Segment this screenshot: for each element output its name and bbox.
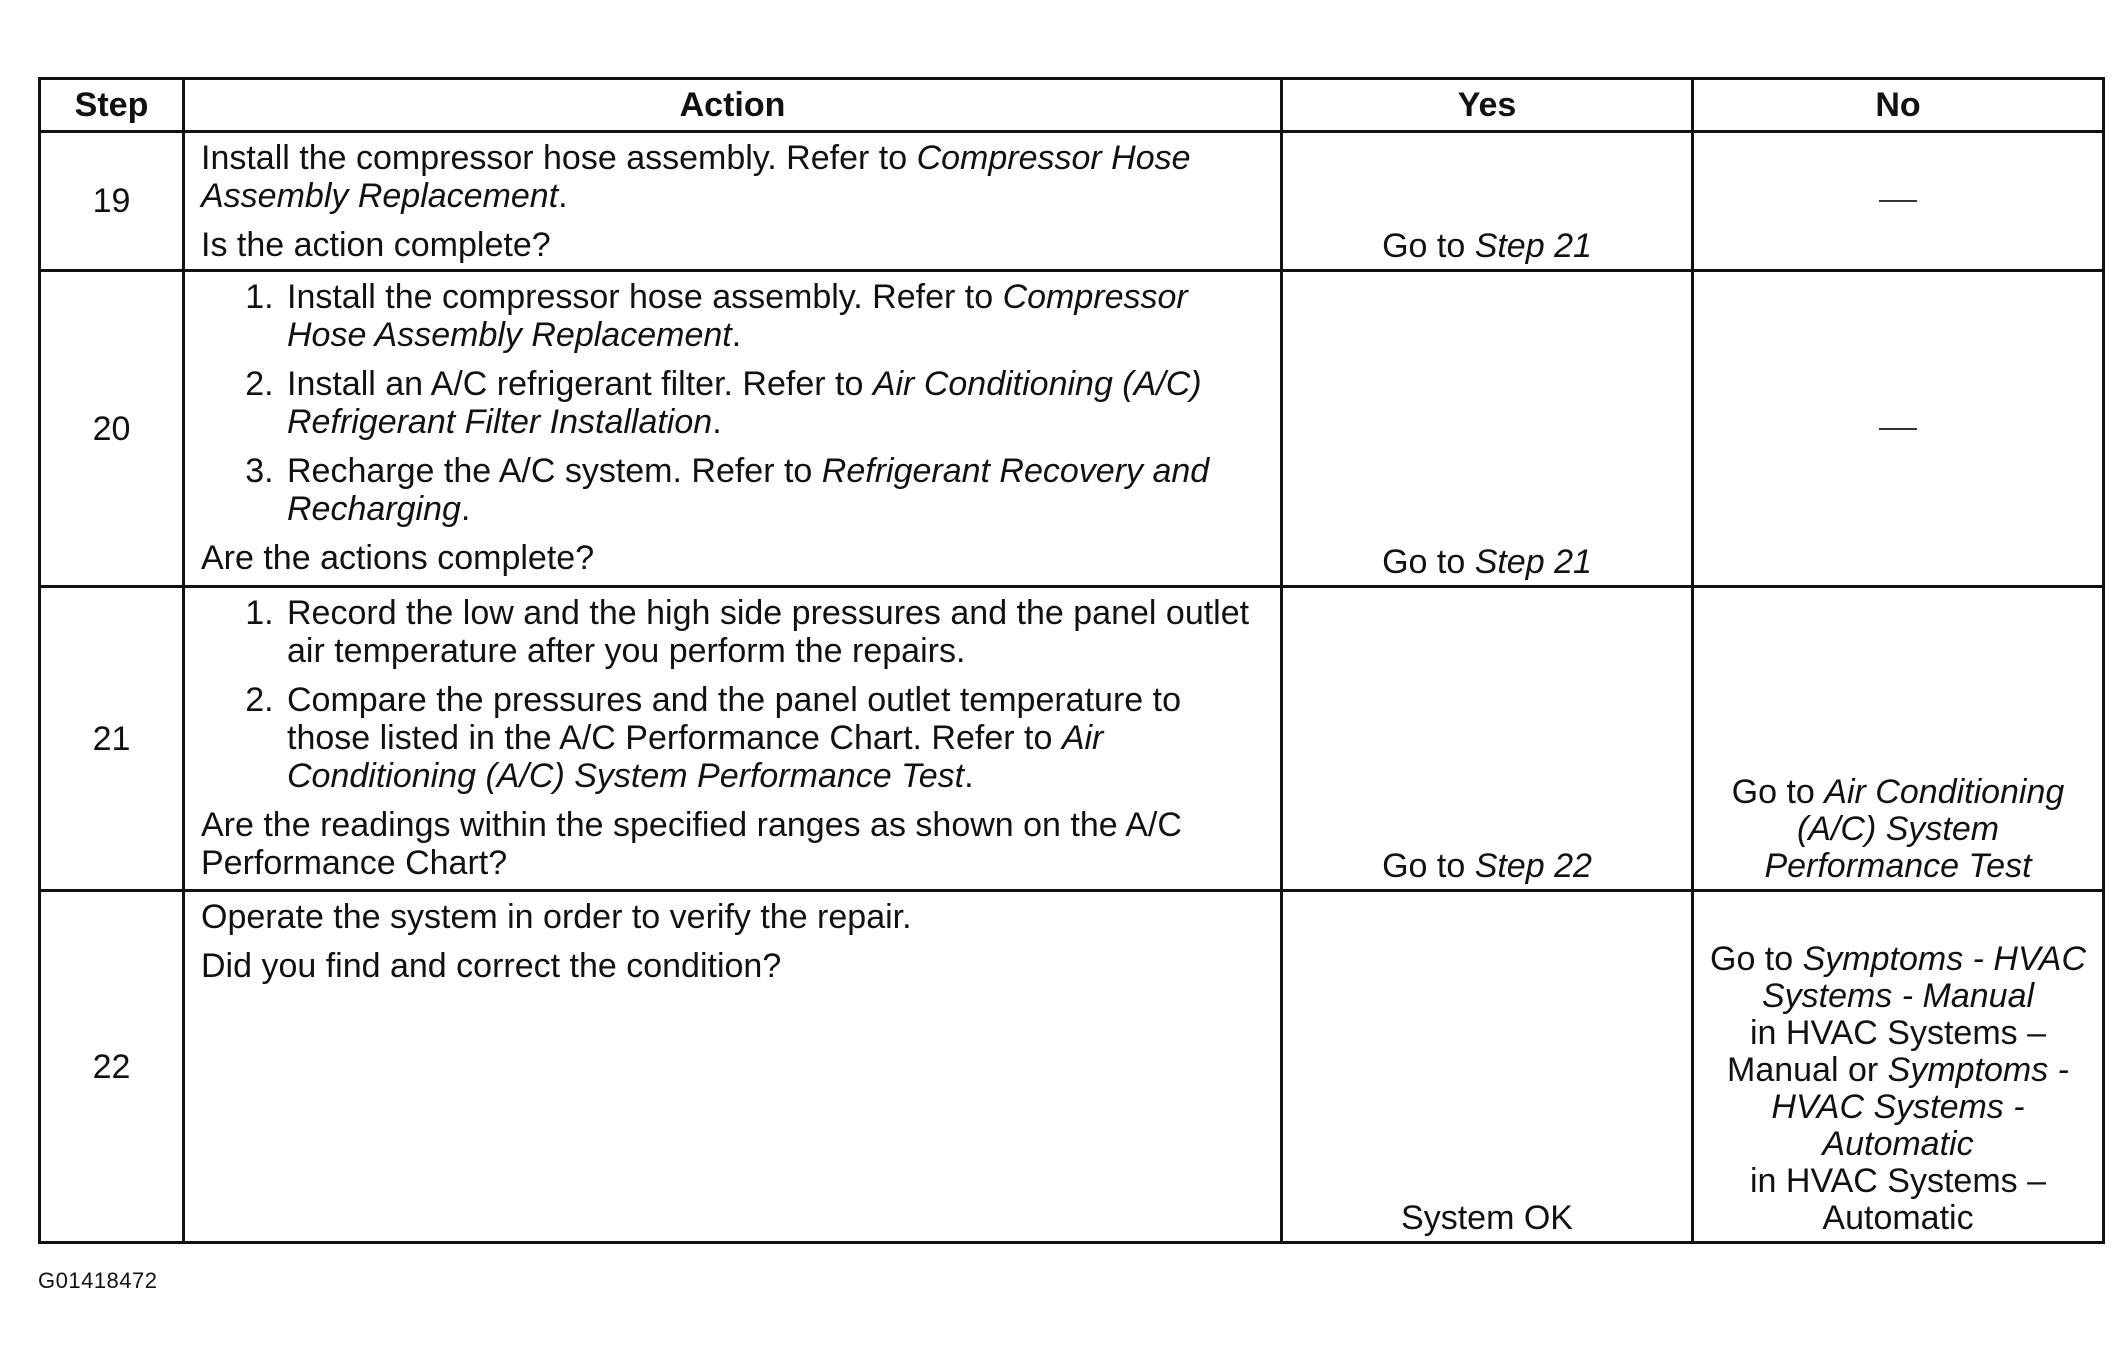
action-step-item: 1. Record the low and the high side pressures and the panel outlet air temperature after you perform the repairs.	[283, 594, 1266, 670]
yes-cell: Go to Step 22	[1282, 587, 1693, 891]
no-cell	[1693, 891, 2104, 1243]
action-question: Are the actions complete?	[201, 539, 595, 577]
not-applicable-dash	[1879, 200, 1917, 202]
step-number: 21	[40, 587, 184, 891]
action-cell	[184, 132, 1282, 271]
reference-link: Compressor Hose Assembly Replacement	[287, 278, 1188, 354]
table-row-step-19	[40, 132, 2104, 271]
table-row-step-20	[40, 271, 2104, 587]
table-row-step-22	[40, 891, 2104, 1243]
reference-link: Compressor Hose Assembly Replacement	[201, 139, 1191, 215]
figure-identifier: G01418472	[38, 1268, 158, 1293]
yes-cell: Go to Step 21	[1282, 132, 1693, 271]
header-yes: Yes	[1282, 79, 1693, 132]
header-action: Action	[184, 79, 1282, 132]
no-cell	[1693, 132, 2104, 271]
action-step-item: 2. Install an A/C refrigerant filter. Refer to Air Conditioning (A/C) Refrigerant Filter Installation.	[283, 365, 1266, 441]
action-instruction: Install the compressor hose assembly. Refer to Compressor Hose Assembly Replacement.	[201, 139, 1191, 215]
step-number: 19	[40, 132, 184, 271]
table-row-step-21	[40, 587, 2104, 891]
yes-step-reference: Step 21	[1474, 227, 1592, 265]
diagnostic-table	[38, 77, 2105, 1244]
no-instruction: Go to Symptoms - HVAC Systems - Manual in HVAC Systems – Manual or Symptoms - HVAC Systems - Automatic in HVAC Systems – Automatic	[1710, 940, 2086, 1237]
yes-cell: Go to Step 21	[1282, 271, 1693, 587]
yes-step-reference: Step 22	[1474, 847, 1592, 885]
no-reference: Symptoms - HVAC Systems - Manual	[1761, 940, 2086, 1015]
yes-step-reference: Step 21	[1474, 543, 1592, 581]
action-cell	[184, 587, 1282, 891]
header-no: No	[1693, 79, 2104, 132]
action-instruction: Operate the system in order to verify the repair.	[201, 898, 912, 936]
reference-link: Refrigerant Recovery and Recharging	[287, 452, 1210, 528]
no-reference: Symptoms - HVAC Systems - Automatic	[1771, 1051, 2069, 1163]
reference-link: Air Conditioning (A/C) Refrigerant Filter Installation	[287, 365, 1202, 441]
action-step-item: 1. Install the compressor hose assembly. Refer to Compressor Hose Assembly Replacement.	[283, 278, 1266, 354]
header-row	[40, 79, 2104, 132]
header-step: Step	[40, 79, 184, 132]
yes-cell: System OK	[1282, 891, 1693, 1243]
action-question: Is the action complete?	[201, 226, 551, 264]
action-step-item: 2. Compare the pressures and the panel outlet temperature to those listed in the A/C Performance Chart. Refer to Air Conditioning (A/C) System Performance Test.	[283, 681, 1266, 795]
action-question: Did you find and correct the condition?	[201, 947, 782, 985]
action-step-item: 3. Recharge the A/C system. Refer to Refrigerant Recovery and Recharging.	[283, 452, 1266, 528]
step-number: 22	[40, 891, 184, 1243]
no-cell	[1693, 271, 2104, 587]
no-reference: Air Conditioning (A/C) System Performance Test	[1764, 773, 2065, 885]
not-applicable-dash	[1879, 428, 1917, 430]
action-cell	[184, 891, 1282, 1243]
reference-link: Air Conditioning (A/C) System Performance Test	[287, 719, 1104, 795]
action-steps-list	[201, 594, 1266, 795]
action-steps-list	[201, 278, 1266, 528]
action-cell	[184, 271, 1282, 587]
step-number: 20	[40, 271, 184, 587]
action-question: Are the readings within the specified ranges as shown on the A/C Performance Chart?	[201, 806, 1182, 882]
no-cell: Go to Air Conditioning (A/C) System Performance Test	[1693, 587, 2104, 891]
